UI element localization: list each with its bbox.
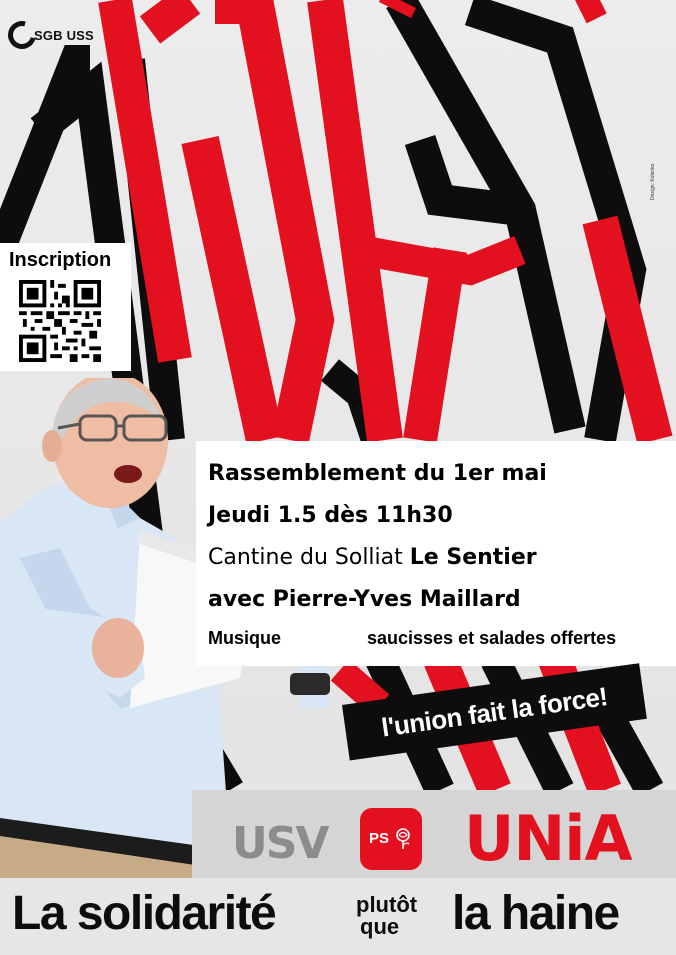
red-letter-stroke xyxy=(580,0,600,10)
unia-logo: UNiA xyxy=(464,802,632,875)
event-info-panel xyxy=(196,441,676,666)
event-music: Musique xyxy=(208,628,282,648)
sgb-uss-logo xyxy=(8,18,94,52)
red-letter-stroke xyxy=(420,250,450,440)
tagline-bar xyxy=(0,878,676,955)
usv-logo: USV xyxy=(232,818,328,869)
qr-title: Inscription xyxy=(9,249,112,271)
rose-icon xyxy=(394,828,412,850)
event-location xyxy=(208,545,537,570)
slogan-banner: l'union fait la force! xyxy=(342,663,647,760)
event-food: saucisses et salades offertes xyxy=(367,628,617,648)
ps-logo-text: PS xyxy=(369,830,390,847)
event-title: Rassemblement du 1er mai xyxy=(208,461,547,486)
sponsor-logos xyxy=(192,790,676,892)
design-credit: Design: Kolenko xyxy=(650,163,656,200)
event-town: Le Sentier xyxy=(409,545,537,570)
event-venue: Cantine du Solliat xyxy=(208,545,410,570)
event-speaker: avec Pierre-Yves Maillard xyxy=(208,587,521,612)
sgb-logo-text: SGB USS xyxy=(34,27,94,43)
event-date: Jeudi 1.5 dès 11h30 xyxy=(208,503,453,528)
sgb-logo-mark-icon xyxy=(3,16,41,54)
tagline-mid-bottom: que xyxy=(360,914,400,939)
black-letter-stroke xyxy=(0,60,90,250)
qr-code-icon[interactable] xyxy=(19,280,101,362)
red-letter-stroke xyxy=(150,0,190,30)
tagline-mid-top: plutôt xyxy=(356,892,418,917)
tagline-left: La solidarité xyxy=(12,887,276,940)
red-letter-stroke xyxy=(395,0,400,10)
ps-logo xyxy=(360,808,422,870)
tagline-right: la haine xyxy=(452,887,619,940)
